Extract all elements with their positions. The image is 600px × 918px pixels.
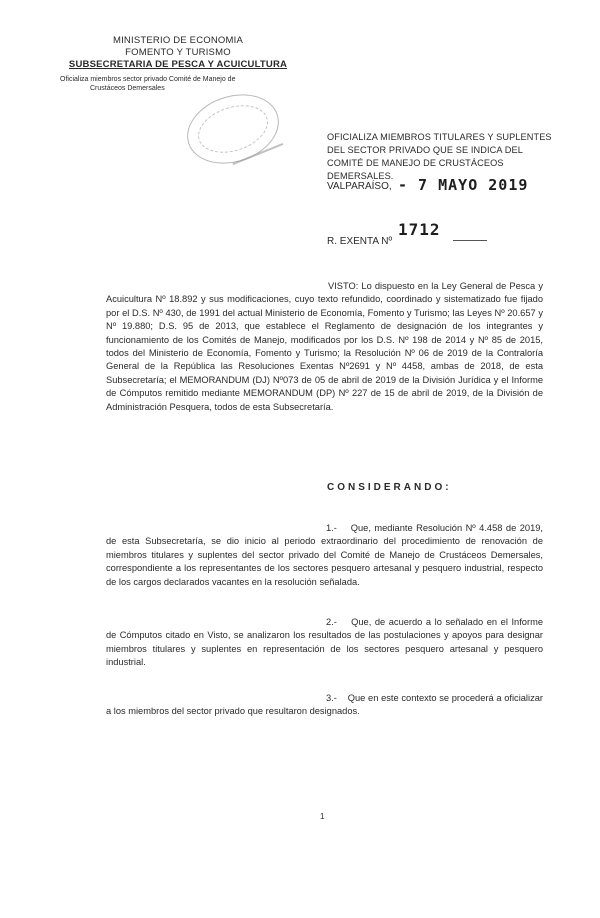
reference-line-2: Crustáceos Demersales bbox=[90, 85, 165, 92]
page-number: 1 bbox=[320, 812, 325, 821]
item-text: Que, mediante Resolución Nº 4.458 de 2019, de esta Subsecretaría, se dio inicio al periodo extraordinario del procedimiento de renovación de miembros titulares y suplentes del sector privado del Comité de Manejo de Crustáceos Demersales, correspondiente a los representantes de los sectores pesquero artesanal y pesquero industrial, respecto de los cargos declarados vacantes en la resolución señalada. bbox=[106, 523, 543, 587]
resolution-label-text: R. EXENTA Nº bbox=[327, 236, 393, 247]
item-number: 2.- bbox=[326, 617, 337, 627]
visto-paragraph bbox=[106, 280, 543, 414]
ministry-name: MINISTERIO DE ECONOMIA bbox=[112, 35, 244, 46]
date-label: VALPARAÍSO, bbox=[327, 181, 392, 192]
considerando-item bbox=[106, 522, 543, 589]
ministry-sub: FOMENTO Y TURISMO bbox=[125, 47, 231, 58]
resolution-label bbox=[327, 236, 392, 247]
item-text: Que, de acuerdo a lo señalado en el Informe de Cómputos citado en Visto, se analizaron los resultados de las postulaciones y apoyos para designar miembros titulares y suplentes en representación de los sectores pesquero artesanal y pesquero industrial. bbox=[106, 617, 543, 668]
considerando-item bbox=[106, 616, 543, 670]
item-number: 3.- bbox=[326, 693, 337, 703]
date-value: - 7 MAYO 2019 bbox=[398, 176, 529, 194]
considerando-heading: CONSIDERANDO: bbox=[327, 482, 452, 493]
resolution-number: 1712 bbox=[398, 220, 441, 239]
visto-text: VISTO: Lo dispuesto en la Ley General de Pesca y Acuicultura Nº 18.892 y sus modificaciones, cuyo texto refundido, coordinado y sistematizado fue fijado por el D.S. Nº 430, de 1991 del actual Ministerio de Economía, Fomento y Turismo; las Leyes Nº 20.657 y Nº 19.880; D.S. 95 de 2013, que establece el Reglamento de designación de los integrantes y funcionamiento de los Comités de Manejo, modificados por los D.S. Nº 198 de 2014 y Nº 85 de 2015, todos del Ministerio de Economía, Fomento y Turismo; la Resolución Nº 06 de 2019 de la Contraloría General de la República las Resoluciones Exentas Nº2691 y Nº 4458, ambas de 2018, de esta Subsecretaría; el MEMORANDUM (DJ) Nº073 de 05 de abril de 2019 de la División Jurídica y el Informe de Cómputos remitido mediante MEMORANDUM (DP) Nº 227 de 15 de abril de 2019, de la División de Administración Pesquera, todos de esta Subsecretaría. bbox=[106, 281, 543, 412]
item-text: Que en este contexto se procederá a oficializar a los miembros del sector privado que resultaron designados. bbox=[106, 693, 543, 717]
resolution-underline bbox=[453, 240, 487, 241]
subsecretaria-name: SUBSECRETARIA DE PESCA Y ACUICULTURA bbox=[68, 59, 288, 70]
ministry-header bbox=[58, 35, 298, 71]
reference-line-1: Oficializa miembros sector privado Comité de Manejo de bbox=[60, 76, 236, 83]
reference-note bbox=[60, 75, 280, 93]
considerando-item bbox=[106, 692, 543, 719]
item-number: 1.- bbox=[326, 523, 337, 533]
document-subject: OFICIALIZA MIEMBROS TITULARES Y SUPLENTES DEL SECTOR PRIVADO QUE SE INDICA DEL COMITÉ DE MANEJO DE CRUSTÁCEOS DEMERSALES. bbox=[327, 132, 552, 181]
